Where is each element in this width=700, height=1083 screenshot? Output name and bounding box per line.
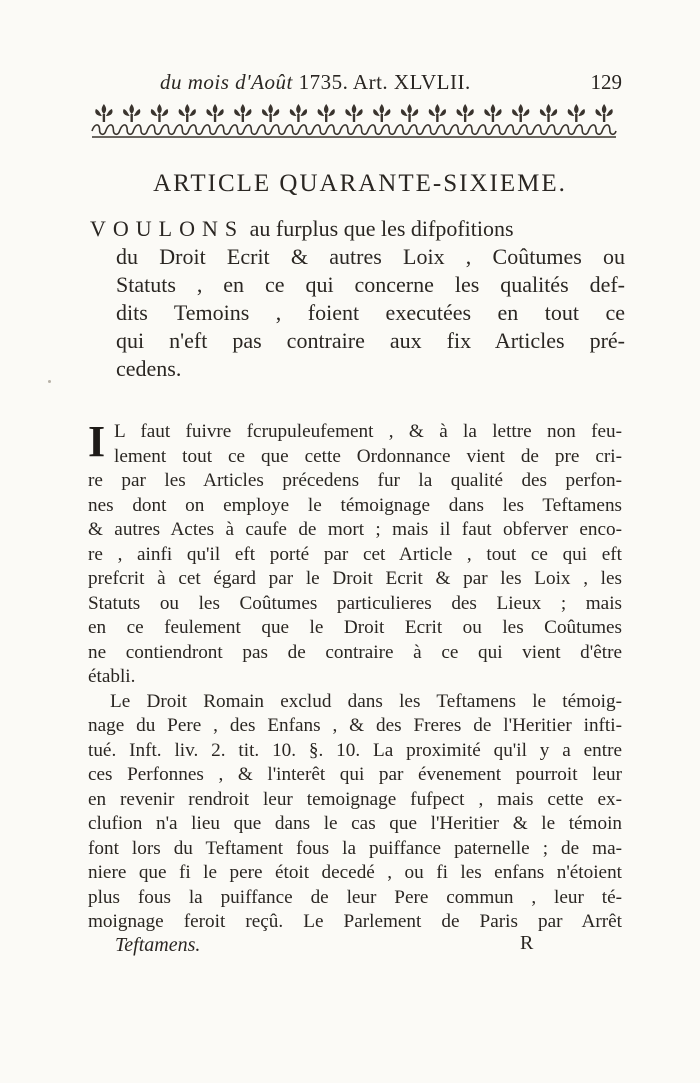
commentary-line-16: en revenir rendroit leur temoignage fufpect , mais cette ex- <box>88 788 622 810</box>
signature-mark: R <box>520 932 534 954</box>
fleuron-icon <box>345 104 362 122</box>
fleuron-icon <box>95 104 112 122</box>
commentary-line-18: font lors du Teftament fous la puiffance paternelle ; de ma- <box>88 837 622 859</box>
fleuron-icon <box>540 104 557 122</box>
fleuron-icon <box>568 104 585 122</box>
paper-speck <box>48 380 51 383</box>
scroll-border <box>92 125 616 134</box>
fleuron-icon <box>373 104 390 122</box>
ordinance-line-6: cedens. <box>116 356 182 381</box>
fleuron-icon <box>262 104 279 122</box>
ordinance-line-3: Statuts , en ce qui concerne les qualités def- <box>116 272 625 297</box>
commentary-line-8: Statuts ou les Coûtumes particulieres des Lieux ; mais <box>88 592 622 614</box>
ornament-band <box>90 102 618 140</box>
ordinance-line-2: du Droit Ecrit & autres Loix , Coûtumes ou <box>116 244 625 269</box>
ordinance-text <box>90 215 625 383</box>
commentary-line-20: plus fous la puiffance de leur Pere commun , leur té- <box>88 886 622 908</box>
commentary-line-12: Le Droit Romain exclud dans les Teftamens le témoig- <box>110 690 622 712</box>
fleuron-icon <box>401 104 418 122</box>
fleuron-icon <box>151 104 168 122</box>
ordinance-line-1-rest: au furplus que les difpofitions <box>249 216 514 241</box>
commentary-line-21: moignage feroit reçû. Le Parlement de Paris par Arrêt <box>88 911 622 932</box>
commentary-line-17: clufion n'a lieu que dans le cas que l'Heritier & le témoin <box>88 813 622 834</box>
running-head-text <box>160 70 471 95</box>
fleuron-icon <box>595 104 612 122</box>
commentary-line-19: niere que fi le pere étoit decedé , ou fi les enfans n'étoient <box>88 862 622 883</box>
commentary-line-14: tué. Inft. liv. 2. tit. 10. §. 10. La proximité qu'il y a entre <box>88 739 622 761</box>
ordinance-line-4: dits Temoins , foient executées en tout ce <box>116 300 625 325</box>
drop-cap: I <box>88 417 106 466</box>
commentary-line-10: ne contiendront pas de contraire à ce qui vient d'être <box>88 641 622 663</box>
ornament-fleurons <box>95 104 612 122</box>
fleuron-icon <box>123 104 140 122</box>
fleuron-icon <box>318 104 335 122</box>
commentary-first-paragraph <box>88 417 622 469</box>
fleuron-icon <box>234 104 251 122</box>
running-head-article: Art. XLVLII. <box>352 70 471 94</box>
commentary-line-1: L faut fuivre fcrupuleufement , & à la lettre non feu- <box>114 421 622 442</box>
running-head-year: 1735. <box>298 70 349 94</box>
ordinance-line-5: qui n'eft pas contraire aux fix Articles pré- <box>116 328 625 353</box>
commentary-line-7: prefcrit à cet égard par le Droit Ecrit & par les Loix , les <box>88 568 622 589</box>
catchword: Teftamens. <box>115 934 201 956</box>
commentary-line-3: re par les Articles précedens fur la qualité des perfon- <box>88 470 622 491</box>
fleuron-icon <box>429 104 446 122</box>
ordinance-line-1 <box>90 215 625 243</box>
ornament-scroll <box>92 125 616 137</box>
commentary-text <box>88 417 622 935</box>
commentary-line-2: lement tout ce que cette Ordonnance vient de pre cri- <box>114 445 622 467</box>
commentary-line-11: établi. <box>88 666 136 687</box>
fleuron-icon <box>484 104 501 122</box>
fleuron-icon <box>206 104 223 122</box>
commentary-line-15: ces Perfonnes , & l'interêt qui par évenement pourroit leur <box>88 764 622 785</box>
fleuron-icon <box>179 104 196 122</box>
commentary-line-4: nes dont on employe le témoignage dans les Teftamens <box>88 494 622 516</box>
page-number: 129 <box>590 70 622 94</box>
commentary-line-6: re , ainfi qu'il eft porté par cet Article , tout ce qui eft <box>88 543 622 565</box>
commentary-line-9: en ce feulement que le Droit Ecrit ou les Coûtumes <box>88 617 622 638</box>
fleuron-icon <box>290 104 307 122</box>
running-head-month: du mois d'Août <box>160 70 293 94</box>
fleuron-icon <box>457 104 474 122</box>
fleuron-icon <box>512 104 529 122</box>
article-heading: ARTICLE QUARANTE-SIXIEME. <box>153 170 567 197</box>
running-head <box>160 70 630 100</box>
commentary-line-13: nage du Pere , des Enfans , & des Freres de l'Heritier infti- <box>88 715 622 736</box>
commentary-line-5: & autres Actes à caufe de mort ; mais il faut obferver enco- <box>88 519 622 540</box>
ordinance-first-word: VOULONS <box>90 216 245 241</box>
